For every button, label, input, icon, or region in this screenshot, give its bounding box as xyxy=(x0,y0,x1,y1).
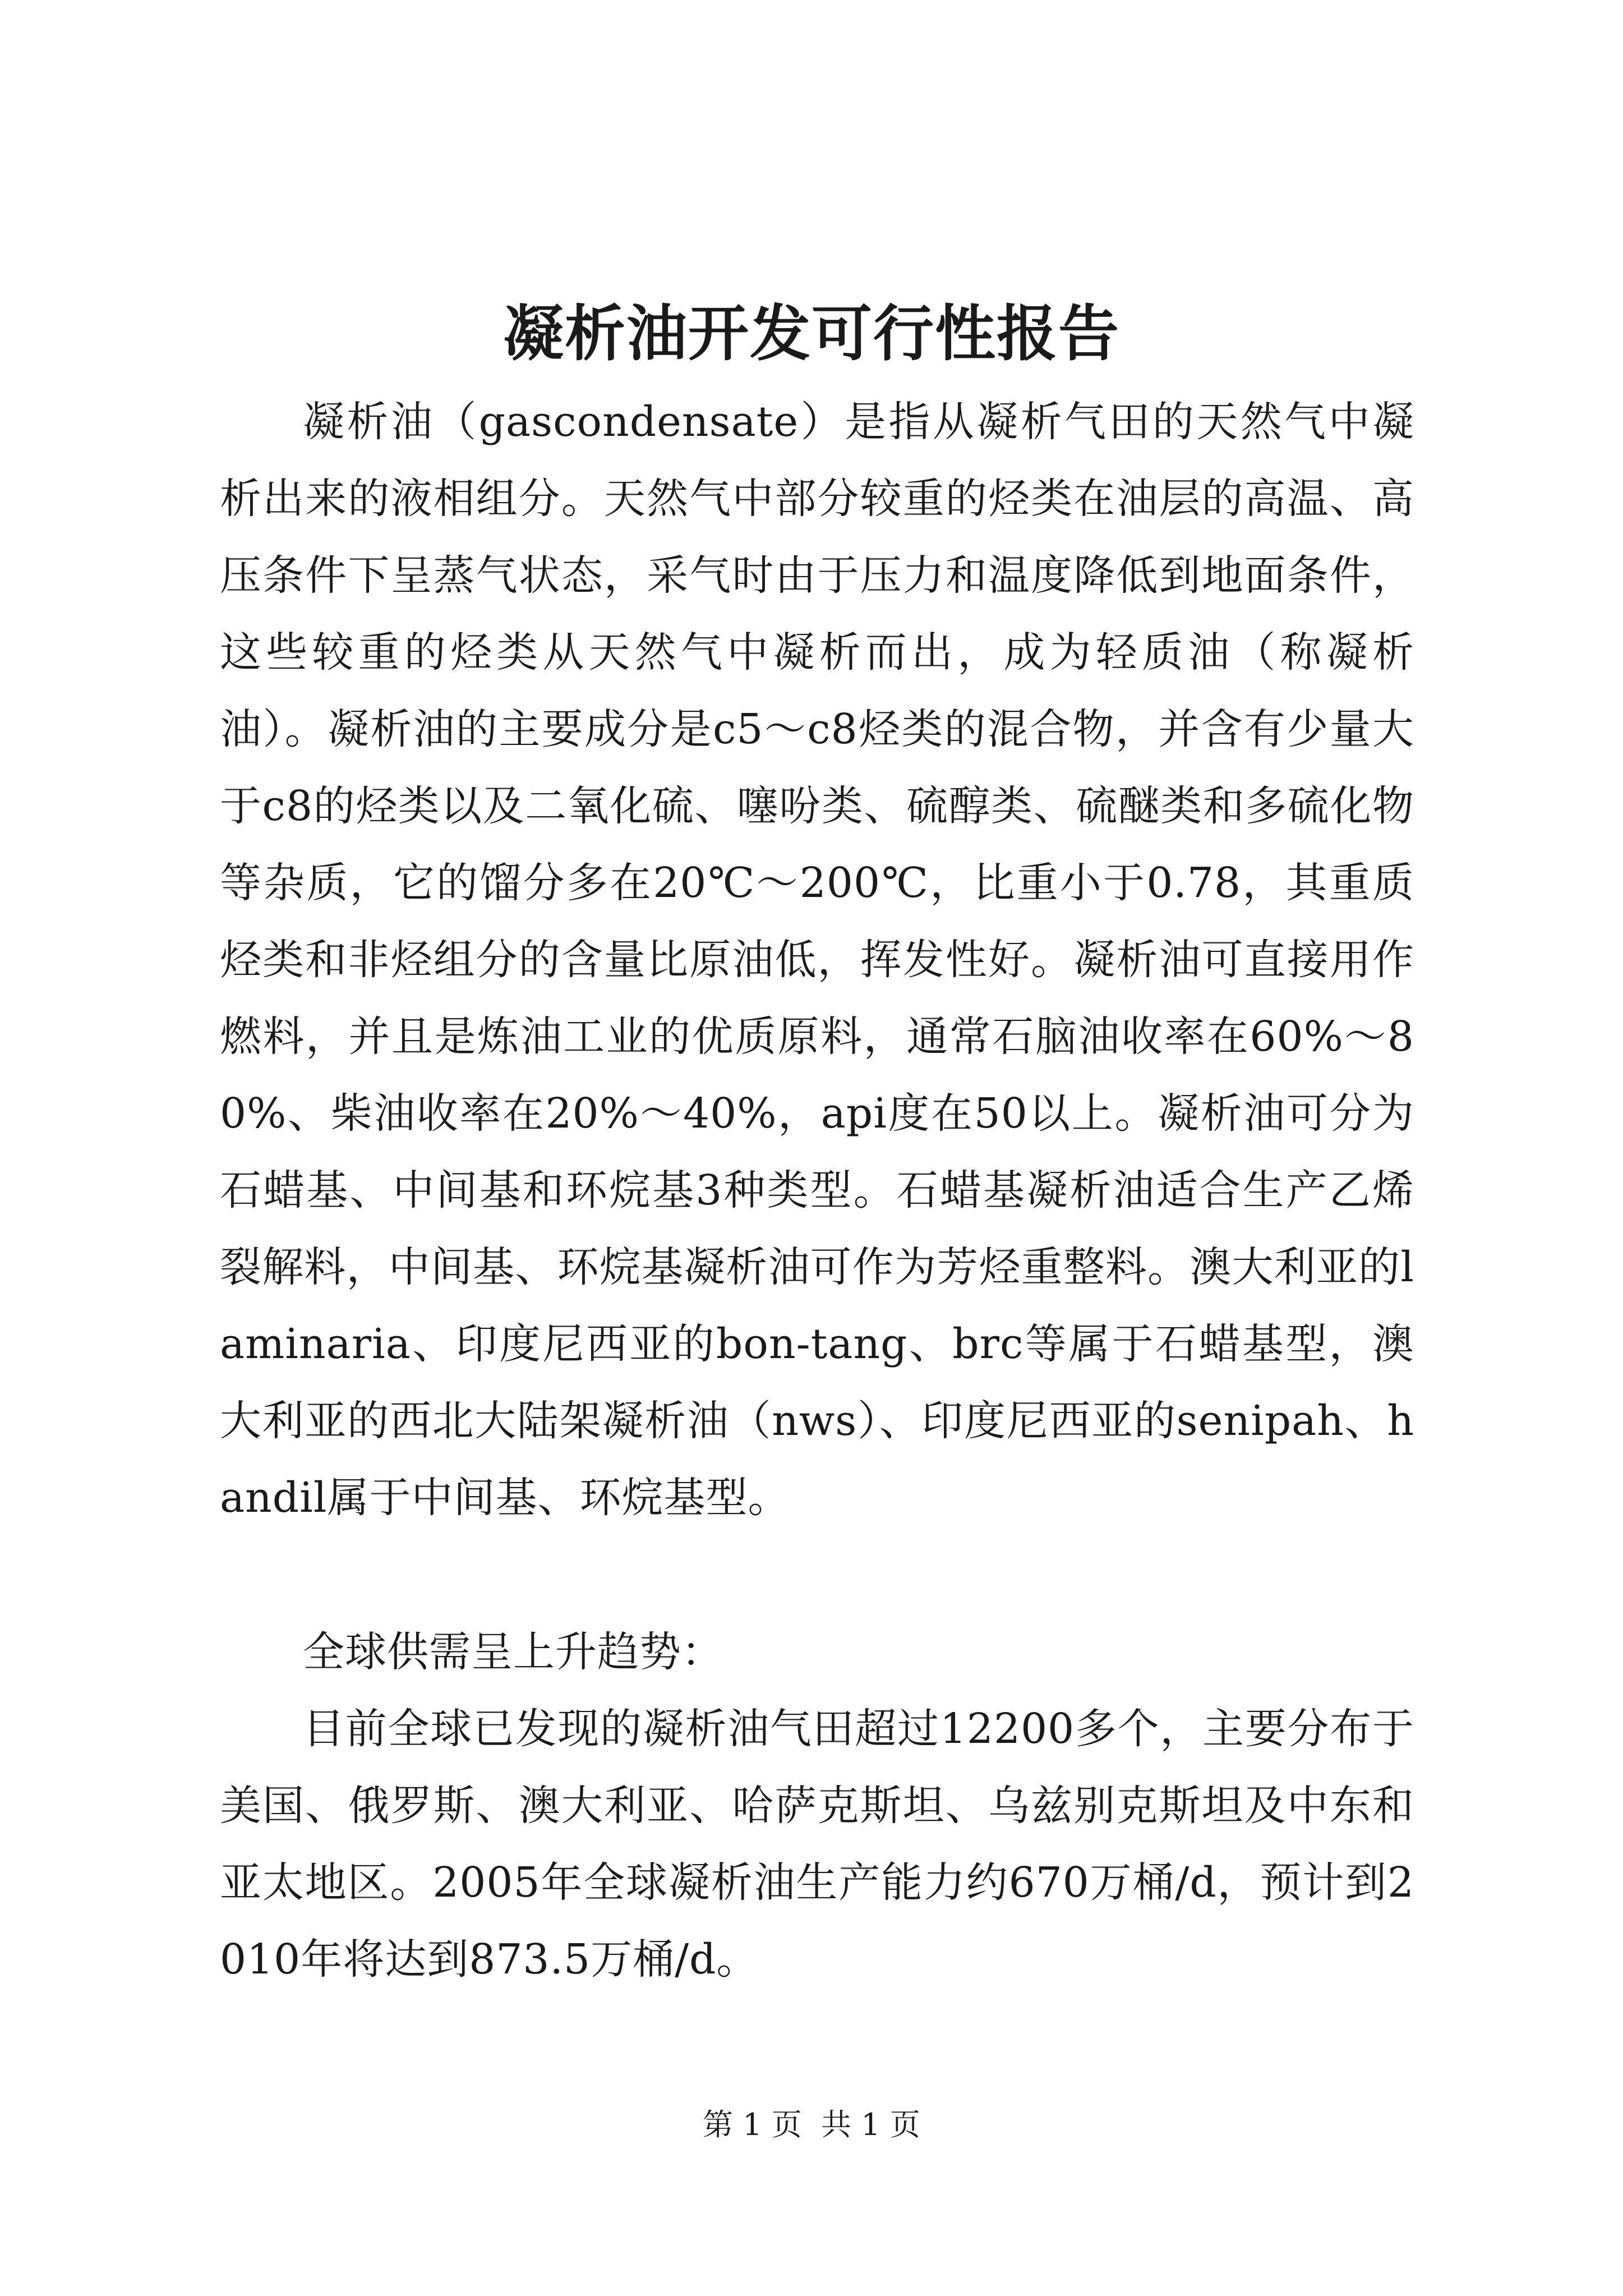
page-footer: 第 1 页 共 1 页 xyxy=(703,2107,920,2142)
paragraph-text: 目前全球已发现的凝析油气田超过12200多个，主要分布于美国、俄罗斯、澳大利亚、哈萨克斯坦、乌兹别克斯坦及中东和亚太地区。2005年全球凝析油生产能力约670万桶/d，预计到2010年将达到873.5万桶/d。 xyxy=(220,1705,1414,1984)
body-paragraph-intro xyxy=(220,384,1414,1536)
body-paragraph-heading xyxy=(220,1614,1414,1691)
paragraph-text: 凝析油（gascondensate）是指从凝析气田的天然气中凝析出来的液相组分。天然气中部分较重的烃类在油层的高温、高压条件下呈蒸气状态，采气时由于压力和温度降低到地面条件，这些较重的烃类从天然气中凝析而出，成为轻质油（称凝析油）。凝析油的主要成分是c5～c8烃类的混合物，并含有少量大于c8的烃类以及二氧化硫、噻吩类、硫醇类、硫醚类和多硫化物等杂质，它的馏分多在20℃～200℃，比重小于0.78，其重质烃类和非烃组分的含量比原油低，挥发性好。凝析油可直接用作燃料，并且是炼油工业的优质原料，通常石脑油收率在60%～80%、柴油收率在20%～40%，api度在50以上。凝析油可分为石蜡基、中间基和环烷基3种类型。石蜡基凝析油适合生产乙烯裂解料，中间基、环烷基凝析油可作为芳烃重整料。澳大利亚的laminaria、印度尼西亚的bon-tang、brc等属于石蜡基型，澳大利亚的西北大陆架凝析油（nws）、印度尼西亚的senipah、handil属于中间基、环烷基型。 xyxy=(220,398,1414,1522)
body-paragraph-supply xyxy=(220,1691,1414,1998)
paragraph-text: 全球供需呈上升趋势： xyxy=(303,1628,723,1676)
document-title: 凝析油开发可行性报告 xyxy=(502,298,1120,369)
